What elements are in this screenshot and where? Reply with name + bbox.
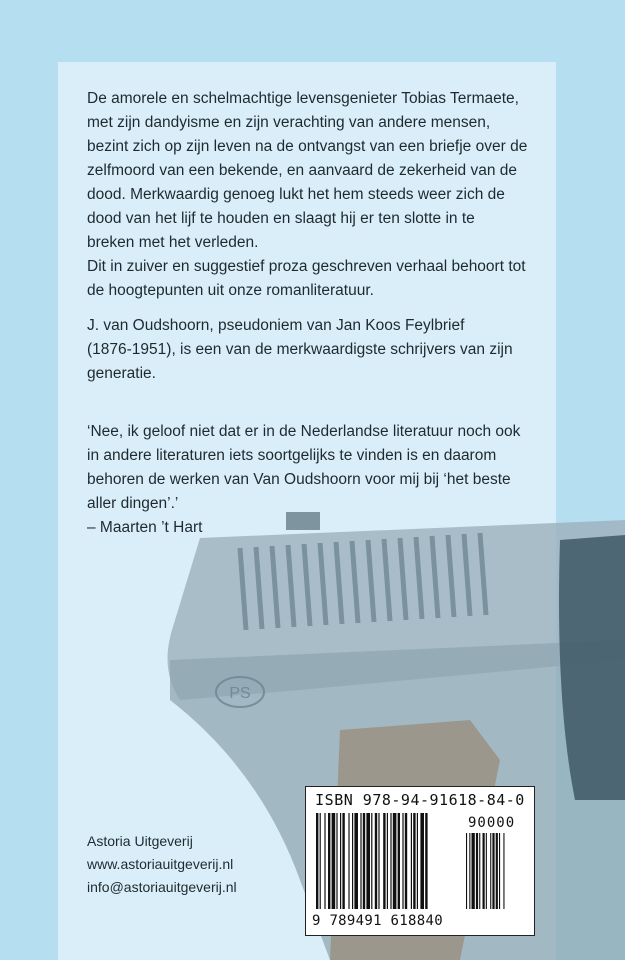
barcode-bar [316,813,318,909]
author-bio [87,314,537,386]
barcode-bar [348,813,349,909]
blurb-line: de hoogtepunten uit onze romanliteratuur. [87,282,374,299]
barcode-addon-bar [490,833,491,909]
barcode-bar [342,813,344,909]
barcode-bar [413,813,415,909]
blurb-line: met zijn dandyisme en zijn verachting van andere mensen, [87,114,491,131]
barcode-bar [336,813,337,909]
barcode-addon-bar [492,833,494,909]
barcode-addon-bar [476,833,478,909]
barcode-bar [360,813,361,909]
author-line: (1876-1951), is een van de merkwaardigste schrijvers van zijn [87,341,513,358]
barcode-bar [328,813,330,909]
pistol-ps-emblem-text: PS [229,685,251,702]
quote-line: aller dingen’.’ [87,495,179,512]
isbn-barcode [305,786,535,936]
barcode-bar [387,813,388,909]
barcode-bar [393,813,397,909]
barcode-bar [375,813,377,909]
barcode-addon-bar [466,833,467,909]
barcode-bar [383,813,385,909]
publisher-name: Astoria Uitgeverij [87,833,193,849]
barcode-ean-digits: 9 789491 618840 [312,913,443,929]
pistol-shadow [559,535,625,800]
quote-line: ‘Nee, ik geloof niet dat er in de Nederlandse literatuur noch ook [87,423,521,440]
barcode-bar [417,813,418,909]
barcode-addon-bar [486,833,487,909]
barcode-bar [324,813,325,909]
barcode-bar [402,813,403,909]
review-quote [87,420,537,540]
publisher-info [87,830,237,899]
quote-attribution: – Maarten ’t Hart [87,519,203,536]
barcode-addon-bar [472,833,475,909]
barcode-addon-bar [483,833,485,909]
blurb-line: zelfmoord van een bekende, en aanvaard de zekerheid van de [87,162,517,179]
blurb-line: dood. Merkwaardig genoeg lukt het hem steeds weer zich de [87,186,505,203]
barcode-bar [420,813,424,909]
author-line: J. van Oudshoorn, pseudoniem van Jan Koos Feylbrief [87,317,465,334]
barcode-bar [411,813,412,909]
blurb-line: breken met het verleden. [87,234,259,251]
barcode-bar [425,813,427,909]
barcode-addon-bar [503,833,504,909]
publisher-website[interactable]: www.astoriauitgeverij.nl [87,856,234,872]
blurb-line: De amorele en schelmachtige levensgenieter Tobias Termaete, [87,90,519,107]
barcode-addon-digits: 90000 [468,815,516,831]
barcode-bar [371,813,372,909]
quote-line: behoren de werken van Van Oudshoorn voor mij bij ‘het beste [87,471,511,488]
barcode-bar [378,813,379,909]
barcode-bar [398,813,400,909]
barcode-addon-bar [496,833,498,909]
barcode-addon-bar [479,833,480,909]
barcode-bar [390,813,391,909]
barcode-bar [352,813,353,909]
isbn-label: ISBN 978-94-91618-84-0 [315,791,525,809]
blurb [87,87,537,303]
barcode-bar [354,813,358,909]
publisher-email[interactable]: info@astoriauitgeverij.nl [87,879,237,895]
blurb-line: dood van het lijf te houden en slaagt hij er ten slotte in te [87,210,475,227]
barcode-bar [366,813,370,909]
barcode-addon-bar [499,833,500,909]
barcode-bar [363,813,365,909]
quote-line: in andere literaturen iets soortgelijks te vinden is en daarom [87,447,497,464]
blurb-line: bezint zich op zijn leven na de ontvangst van een briefje over de [87,138,528,155]
barcode-bar [405,813,407,909]
barcode-bar [340,813,341,909]
barcode-addon-bar [469,833,470,909]
author-line: generatie. [87,365,156,382]
barcode-bar [320,813,321,909]
blurb-line: Dit in zuiver en suggestief proza geschreven verhaal behoort tot [87,258,526,275]
barcode-bar [332,813,336,909]
